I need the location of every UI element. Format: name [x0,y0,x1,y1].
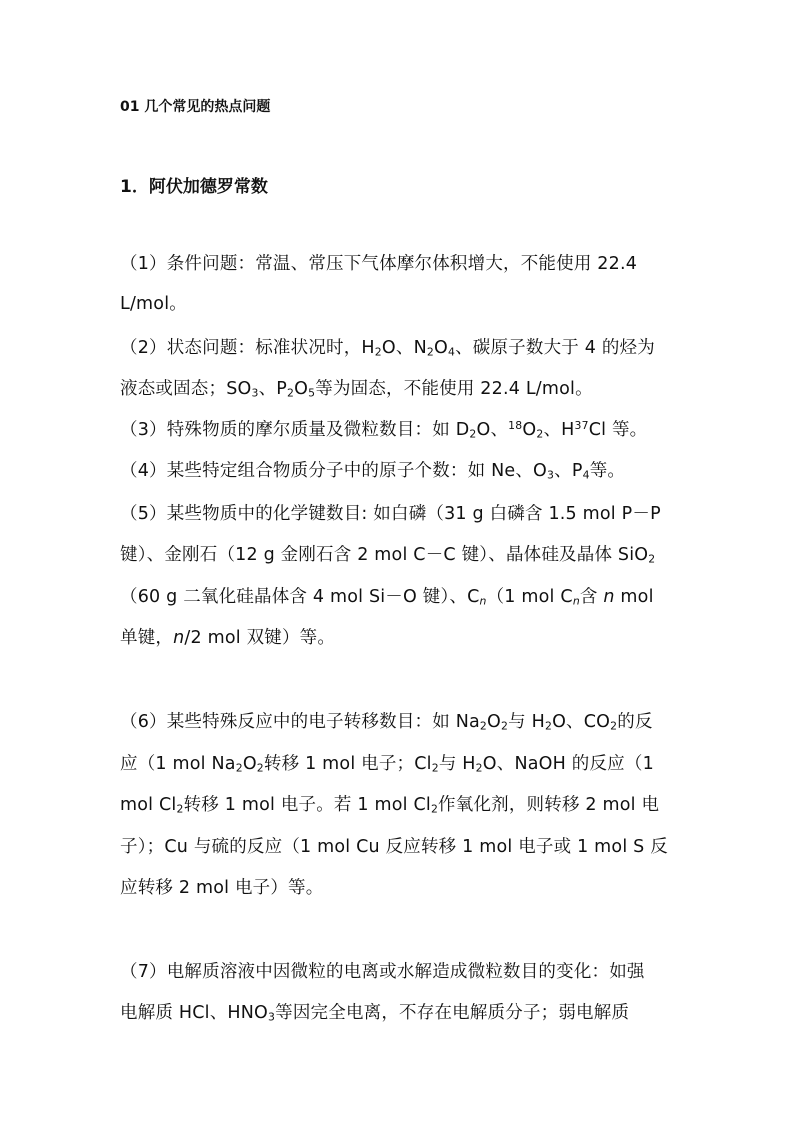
paragraph-5-line-1: （5）某些物质中的化学键数目: 如白磷（31 g 白磷含 1.5 mol P－P [120,504,661,524]
paragraph-4: （4）某些特定组合物质分子中的原子个数：如 Ne、$O_3$、$P_4$等。 [120,461,626,482]
section-title: 1．阿伏加德罗常数 [120,177,268,197]
paragraph-5-line-4: 单键，n/2 mol 双键）等。 [120,628,336,648]
paragraph-1-line-1: （1）条件问题：常温、常压下气体摩尔体积增大，不能使用 22.4 [120,254,638,274]
paragraph-1-line-2: L/mol。 [120,294,187,314]
paragraph-3: （3）特殊物质的摩尔质量及微粒数目：如 $D_2O$、$^{18}O_2$、$H^{37}Cl$ 等。 [120,419,648,441]
document-title: 01 几个常见的热点问题 [120,99,271,115]
paragraph-2-line-1: （2）状态问题：标准状况时，$H_2O$、$N_2O_4$、碳原子数大于 4 的烃为 [120,338,655,359]
paragraph-6-line-1: （6）某些特殊反应中的电子转移数目：如 $Na_2O_2$与 $H_2O$、$CO_2$的反 [120,712,653,733]
paragraph-7-line-2: 电解质 HCl、$HNO_3$等因完全电离，不存在电解质分子；弱电解质 [120,1003,630,1024]
paragraph-7-line-1: （7）电解质溶液中因微粒的电离或水解造成微粒数目的变化：如强 [120,962,645,982]
paragraph-6-line-3: mol $Cl_2$转移 1 mol 电子。若 1 mol $Cl_2$作氧化剂，则转移 2 mol 电 [120,795,660,816]
paragraph-2-line-2: 液态或固态；$SO_3$、$P_2O_5$等为固态，不能使用 22.4 L/mol。 [120,379,593,400]
paragraph-6-line-5: 应转移 2 mol 电子）等。 [120,878,324,898]
paragraph-5-line-3: （60 g 二氧化硅晶体含 4 mol Si－O 键）、$C_n(1$ mol $C_n$含 n mol [120,587,654,608]
paragraph-5-line-2: 键）、金刚石（12 g 金刚石含 2 mol C－C 键）、晶体硅及晶体 SiO$_2$ [120,545,656,566]
paragraph-6-line-4: 子）；Cu 与硫的反应（1 mol Cu 反应转移 1 mol 电子或 1 mol S 反 [120,837,668,857]
paragraph-6-line-2: 应（1 mol $Na_2O_2$转移 1 mol 电子；$Cl_2$与 $H_2O$、NaOH 的反应（1 [120,754,654,775]
